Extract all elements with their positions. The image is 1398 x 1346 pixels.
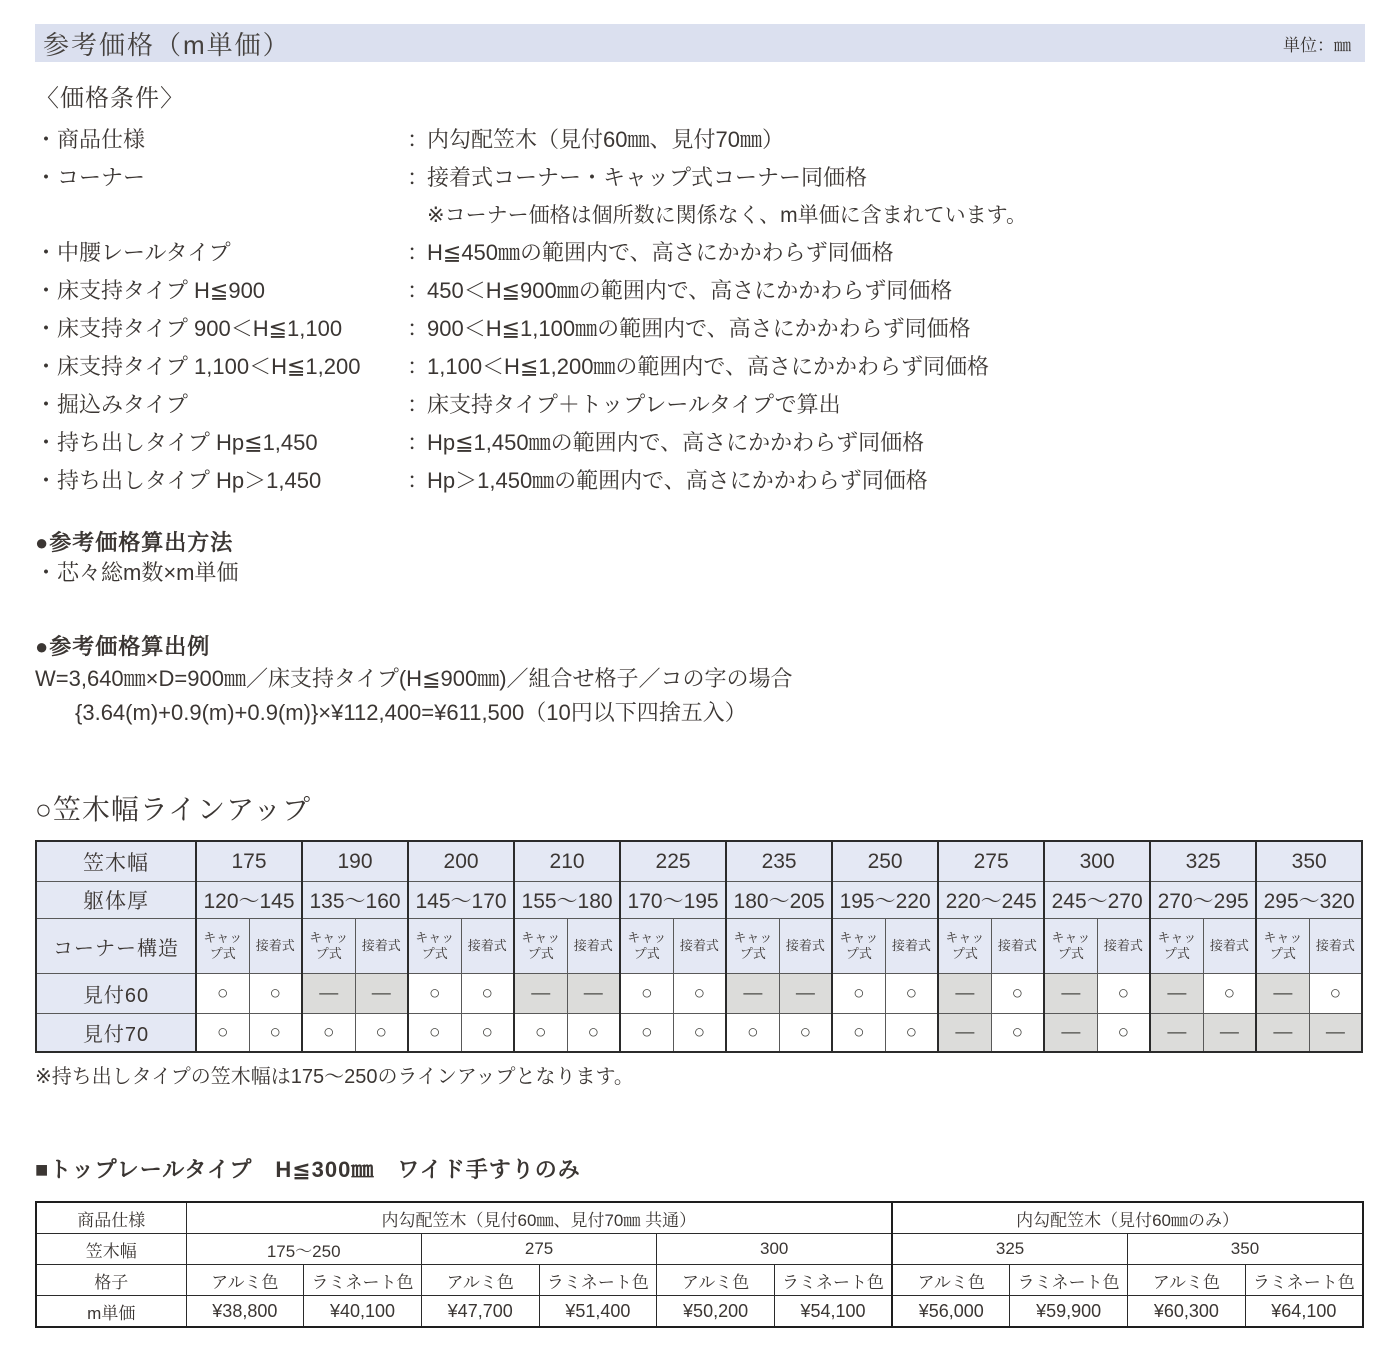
condition-row bbox=[35, 310, 1365, 348]
lineup-corner-cap: キャップ式 bbox=[726, 919, 779, 974]
availability-circle-cell: ○ bbox=[567, 1014, 620, 1053]
availability-circle-cell: ○ bbox=[302, 1014, 355, 1053]
toprail-spec-value: 内勾配笠木（見付60㎜のみ） bbox=[892, 1202, 1363, 1234]
condition-value bbox=[427, 386, 1365, 424]
toprail-heading: ■トップレールタイプ H≦300㎜ ワイド手すりのみ bbox=[35, 1157, 581, 1182]
toprail-grid-alumi: アルミ色 bbox=[657, 1265, 775, 1296]
condition-value-text: 450＜H≦900㎜の範囲内で、高さにかかわらず同価格 bbox=[427, 278, 953, 303]
condition-value bbox=[427, 348, 1365, 386]
condition-colon: ： bbox=[407, 392, 430, 417]
lineup-width-value: 210 bbox=[514, 841, 620, 882]
toprail-grid-laminate: ラミネート色 bbox=[539, 1265, 657, 1296]
condition-label: ・持ち出しタイプ Hp≦1,450 bbox=[35, 430, 318, 455]
toprail-width-value: 175～250 bbox=[186, 1234, 421, 1265]
lineup-table bbox=[35, 840, 1363, 1053]
condition-row bbox=[35, 234, 1365, 272]
availability-circle-cell: ○ bbox=[1203, 974, 1256, 1014]
availability-circle-cell: ○ bbox=[832, 974, 885, 1014]
toprail-grid-alumi: アルミ色 bbox=[186, 1265, 304, 1296]
lineup-thickness-value: 170～195 bbox=[620, 882, 726, 919]
lineup-width-value: 275 bbox=[938, 841, 1044, 882]
lineup-availability-row bbox=[36, 974, 1362, 1014]
toprail-price-row bbox=[36, 1296, 1363, 1328]
toprail-rowheader-price: m単価 bbox=[36, 1296, 186, 1328]
lineup-thickness-value: 220～245 bbox=[938, 882, 1044, 919]
condition-value-text: 接着式コーナー・キャップ式コーナー同価格 bbox=[427, 165, 868, 190]
condition-row bbox=[35, 348, 1365, 386]
toprail-grid-alumi: アルミ色 bbox=[421, 1265, 539, 1296]
calc-method-heading: ●参考価格算出方法 bbox=[35, 530, 234, 555]
availability-circle-cell: ○ bbox=[885, 1014, 938, 1053]
availability-dash-cell: — bbox=[938, 1014, 991, 1053]
lineup-availability-row bbox=[36, 1014, 1362, 1053]
availability-dash-cell: — bbox=[1150, 974, 1203, 1014]
availability-circle-cell: ○ bbox=[673, 974, 726, 1014]
lineup-corner-glue: 接着式 bbox=[885, 919, 938, 974]
toprail-grid-alumi: アルミ色 bbox=[1128, 1265, 1246, 1296]
lineup-width-value: 235 bbox=[726, 841, 832, 882]
availability-circle-cell: ○ bbox=[620, 1014, 673, 1053]
lineup-rowheader-face: 見付70 bbox=[36, 1014, 196, 1053]
lineup-corner-glue: 接着式 bbox=[991, 919, 1044, 974]
lineup-rowheader-corner: コーナー構造 bbox=[36, 919, 196, 974]
condition-label: ・持ち出しタイプ Hp＞1,450 bbox=[35, 468, 322, 493]
condition-value bbox=[427, 462, 1365, 500]
toprail-width-value: 350 bbox=[1128, 1234, 1363, 1265]
lineup-thickness-value: 135～160 bbox=[302, 882, 408, 919]
lineup-corner-glue: 接着式 bbox=[779, 919, 832, 974]
condition-label: ・掘込みタイプ bbox=[35, 392, 188, 417]
condition-value-text: 床支持タイプ＋トップレールタイプで算出 bbox=[427, 392, 841, 417]
lineup-corner-glue: 接着式 bbox=[673, 919, 726, 974]
availability-circle-cell: ○ bbox=[885, 974, 938, 1014]
availability-circle-cell: ○ bbox=[1097, 1014, 1150, 1053]
toprail-grid-laminate: ラミネート色 bbox=[774, 1265, 892, 1296]
lineup-corner-cap: キャップ式 bbox=[832, 919, 885, 974]
lineup-corner-glue: 接着式 bbox=[249, 919, 302, 974]
availability-circle-cell: ○ bbox=[461, 1014, 514, 1053]
condition-colon: ： bbox=[407, 430, 430, 455]
condition-label: ・コーナー bbox=[35, 165, 146, 190]
calc-example-line2: {3.64(m)+0.9(m)+0.9(m)}×¥112,400=¥611,500（10円以下四捨五入） bbox=[75, 700, 747, 725]
condition-value bbox=[427, 272, 1365, 310]
lineup-thickness-value: 120～145 bbox=[196, 882, 302, 919]
availability-circle-cell: ○ bbox=[408, 974, 461, 1014]
lineup-corner-row bbox=[36, 919, 1362, 974]
condition-colon: ： bbox=[407, 240, 430, 265]
toprail-price-value: ¥38,800 bbox=[186, 1296, 304, 1328]
condition-value-text: Hp≦1,450㎜の範囲内で、高さにかかわらず同価格 bbox=[427, 430, 925, 455]
lineup-corner-cap: キャップ式 bbox=[1256, 919, 1309, 974]
lineup-thickness-value: 270～295 bbox=[1150, 882, 1256, 919]
condition-value bbox=[427, 159, 1365, 234]
lineup-corner-cap: キャップ式 bbox=[514, 919, 567, 974]
lineup-corner-cap: キャップ式 bbox=[302, 919, 355, 974]
toprail-price-value: ¥56,000 bbox=[892, 1296, 1010, 1328]
condition-row bbox=[35, 462, 1365, 500]
lineup-width-value: 250 bbox=[832, 841, 938, 882]
lineup-corner-cap: キャップ式 bbox=[938, 919, 991, 974]
availability-circle-cell: ○ bbox=[249, 974, 302, 1014]
lineup-rowheader-thickness: 躯体厚 bbox=[36, 882, 196, 919]
condition-value bbox=[427, 234, 1365, 272]
availability-circle-cell: ○ bbox=[1097, 974, 1150, 1014]
lineup-thickness-value: 145～170 bbox=[408, 882, 514, 919]
page-title: 参考価格（m単価） bbox=[43, 29, 291, 60]
toprail-spec-row bbox=[36, 1202, 1363, 1234]
toprail-width-value: 300 bbox=[657, 1234, 892, 1265]
condition-value-text: 900＜H≦1,100㎜の範囲内で、高さにかかわらず同価格 bbox=[427, 316, 971, 341]
availability-dash-cell: — bbox=[779, 974, 832, 1014]
availability-dash-cell: — bbox=[1309, 1014, 1362, 1053]
condition-value bbox=[427, 424, 1365, 462]
condition-colon: ： bbox=[407, 316, 430, 341]
condition-colon: ： bbox=[407, 278, 430, 303]
lineup-thickness-value: 180～205 bbox=[726, 882, 832, 919]
condition-row bbox=[35, 386, 1365, 424]
toprail-width-value: 275 bbox=[421, 1234, 656, 1265]
lineup-width-value: 175 bbox=[196, 841, 302, 882]
availability-circle-cell: ○ bbox=[196, 974, 249, 1014]
lineup-width-value: 300 bbox=[1044, 841, 1150, 882]
availability-dash-cell: — bbox=[1256, 1014, 1309, 1053]
condition-value-text: 内勾配笠木（見付60㎜、見付70㎜） bbox=[427, 127, 784, 152]
condition-label: ・床支持タイプ 1,100＜H≦1,200 bbox=[35, 354, 361, 379]
availability-dash-cell: — bbox=[726, 974, 779, 1014]
lineup-corner-cap: キャップ式 bbox=[196, 919, 249, 974]
lineup-corner-cap: キャップ式 bbox=[1044, 919, 1097, 974]
condition-row bbox=[35, 159, 1365, 234]
condition-label: ・床支持タイプ H≦900 bbox=[35, 278, 266, 303]
condition-value bbox=[427, 121, 1365, 159]
toprail-rowheader-width: 笠木幅 bbox=[36, 1234, 186, 1265]
price-conditions-heading: 〈価格条件〉 bbox=[35, 85, 185, 112]
condition-value-text: 1,100＜H≦1,200㎜の範囲内で、高さにかかわらず同価格 bbox=[427, 354, 989, 379]
toprail-table bbox=[35, 1201, 1364, 1328]
availability-dash-cell: — bbox=[1256, 974, 1309, 1014]
availability-circle-cell: ○ bbox=[355, 1014, 408, 1053]
availability-circle-cell: ○ bbox=[408, 1014, 461, 1053]
availability-dash-cell: — bbox=[938, 974, 991, 1014]
lineup-thickness-value: 155～180 bbox=[514, 882, 620, 919]
toprail-spec-value: 内勾配笠木（見付60㎜、見付70㎜ 共通） bbox=[186, 1202, 892, 1234]
condition-row bbox=[35, 272, 1365, 310]
lineup-corner-glue: 接着式 bbox=[1097, 919, 1150, 974]
condition-colon: ： bbox=[407, 165, 430, 190]
lineup-heading: ○笠木幅ラインアップ bbox=[35, 794, 312, 825]
availability-dash-cell: — bbox=[1203, 1014, 1256, 1053]
toprail-grid-laminate: ラミネート色 bbox=[1245, 1265, 1363, 1296]
toprail-width-row bbox=[36, 1234, 1363, 1265]
calc-method-body: ・芯々総m数×m単価 bbox=[35, 560, 239, 585]
toprail-price-value: ¥59,900 bbox=[1010, 1296, 1128, 1328]
availability-circle-cell: ○ bbox=[832, 1014, 885, 1053]
availability-circle-cell: ○ bbox=[196, 1014, 249, 1053]
condition-row bbox=[35, 424, 1365, 462]
condition-value-text: Hp＞1,450㎜の範囲内で、高さにかかわらず同価格 bbox=[427, 468, 928, 493]
availability-circle-cell: ○ bbox=[779, 1014, 832, 1053]
availability-circle-cell: ○ bbox=[726, 1014, 779, 1053]
lineup-corner-glue: 接着式 bbox=[355, 919, 408, 974]
price-conditions-list bbox=[35, 121, 1365, 500]
lineup-footnote: ※持ち出しタイプの笠木幅は175～250のラインアップとなります。 bbox=[35, 1066, 634, 1088]
lineup-corner-glue: 接着式 bbox=[1309, 919, 1362, 974]
condition-colon: ： bbox=[407, 468, 430, 493]
availability-dash-cell: — bbox=[1150, 1014, 1203, 1053]
availability-dash-cell: — bbox=[514, 974, 567, 1014]
lineup-corner-cap: キャップ式 bbox=[1150, 919, 1203, 974]
toprail-grid-laminate: ラミネート色 bbox=[304, 1265, 422, 1296]
calc-example-line1: W=3,640㎜×D=900㎜／床支持タイプ(H≦900㎜)／組合せ格子／コの字の場合 bbox=[35, 666, 793, 691]
condition-value-text: H≦450㎜の範囲内で、高さにかかわらず同価格 bbox=[427, 240, 894, 265]
condition-colon: ： bbox=[407, 127, 430, 152]
lineup-width-value: 200 bbox=[408, 841, 514, 882]
availability-circle-cell: ○ bbox=[673, 1014, 726, 1053]
condition-label: ・床支持タイプ 900＜H≦1,100 bbox=[35, 316, 343, 341]
availability-dash-cell: — bbox=[1044, 974, 1097, 1014]
toprail-price-value: ¥51,400 bbox=[539, 1296, 657, 1328]
toprail-price-value: ¥47,700 bbox=[421, 1296, 539, 1328]
lineup-thickness-value: 245～270 bbox=[1044, 882, 1150, 919]
condition-note: ※コーナー価格は個所数に関係なく、m単価に含まれています。 bbox=[427, 204, 1027, 227]
toprail-grid-laminate: ラミネート色 bbox=[1010, 1265, 1128, 1296]
toprail-price-value: ¥50,200 bbox=[657, 1296, 775, 1328]
condition-label: ・商品仕様 bbox=[35, 127, 146, 152]
availability-circle-cell: ○ bbox=[461, 974, 514, 1014]
condition-value bbox=[427, 310, 1365, 348]
toprail-price-value: ¥40,100 bbox=[304, 1296, 422, 1328]
toprail-grid-row bbox=[36, 1265, 1363, 1296]
condition-row bbox=[35, 121, 1365, 159]
toprail-price-value: ¥64,100 bbox=[1245, 1296, 1363, 1328]
lineup-rowheader-width: 笠木幅 bbox=[36, 841, 196, 882]
lineup-corner-glue: 接着式 bbox=[461, 919, 514, 974]
condition-label: ・中腰レールタイプ bbox=[35, 240, 231, 265]
availability-circle-cell: ○ bbox=[514, 1014, 567, 1053]
toprail-grid-alumi: アルミ色 bbox=[892, 1265, 1010, 1296]
lineup-width-row bbox=[36, 841, 1362, 882]
lineup-thickness-value: 295～320 bbox=[1256, 882, 1362, 919]
availability-dash-cell: — bbox=[567, 974, 620, 1014]
lineup-thickness-value: 195～220 bbox=[832, 882, 938, 919]
condition-colon: ： bbox=[407, 354, 430, 379]
unit-note: 単位：㎜ bbox=[1283, 35, 1351, 55]
lineup-width-value: 325 bbox=[1150, 841, 1256, 882]
toprail-price-value: ¥54,100 bbox=[774, 1296, 892, 1328]
lineup-corner-cap: キャップ式 bbox=[620, 919, 673, 974]
lineup-width-value: 350 bbox=[1256, 841, 1362, 882]
toprail-price-value: ¥60,300 bbox=[1128, 1296, 1246, 1328]
lineup-corner-cap: キャップ式 bbox=[408, 919, 461, 974]
availability-circle-cell: ○ bbox=[991, 1014, 1044, 1053]
availability-circle-cell: ○ bbox=[249, 1014, 302, 1053]
lineup-corner-glue: 接着式 bbox=[567, 919, 620, 974]
availability-circle-cell: ○ bbox=[991, 974, 1044, 1014]
calc-example-heading: ●参考価格算出例 bbox=[35, 634, 211, 659]
availability-dash-cell: — bbox=[302, 974, 355, 1014]
lineup-width-value: 190 bbox=[302, 841, 408, 882]
lineup-rowheader-face: 見付60 bbox=[36, 974, 196, 1014]
availability-circle-cell: ○ bbox=[620, 974, 673, 1014]
availability-dash-cell: — bbox=[355, 974, 408, 1014]
lineup-thickness-row bbox=[36, 882, 1362, 919]
toprail-rowheader-spec: 商品仕様 bbox=[36, 1202, 186, 1234]
toprail-rowheader-grid: 格子 bbox=[36, 1265, 186, 1296]
availability-dash-cell: — bbox=[1044, 1014, 1097, 1053]
toprail-width-value: 325 bbox=[892, 1234, 1127, 1265]
availability-circle-cell: ○ bbox=[1309, 974, 1362, 1014]
lineup-corner-glue: 接着式 bbox=[1203, 919, 1256, 974]
page-header-bar bbox=[35, 24, 1365, 62]
lineup-width-value: 225 bbox=[620, 841, 726, 882]
